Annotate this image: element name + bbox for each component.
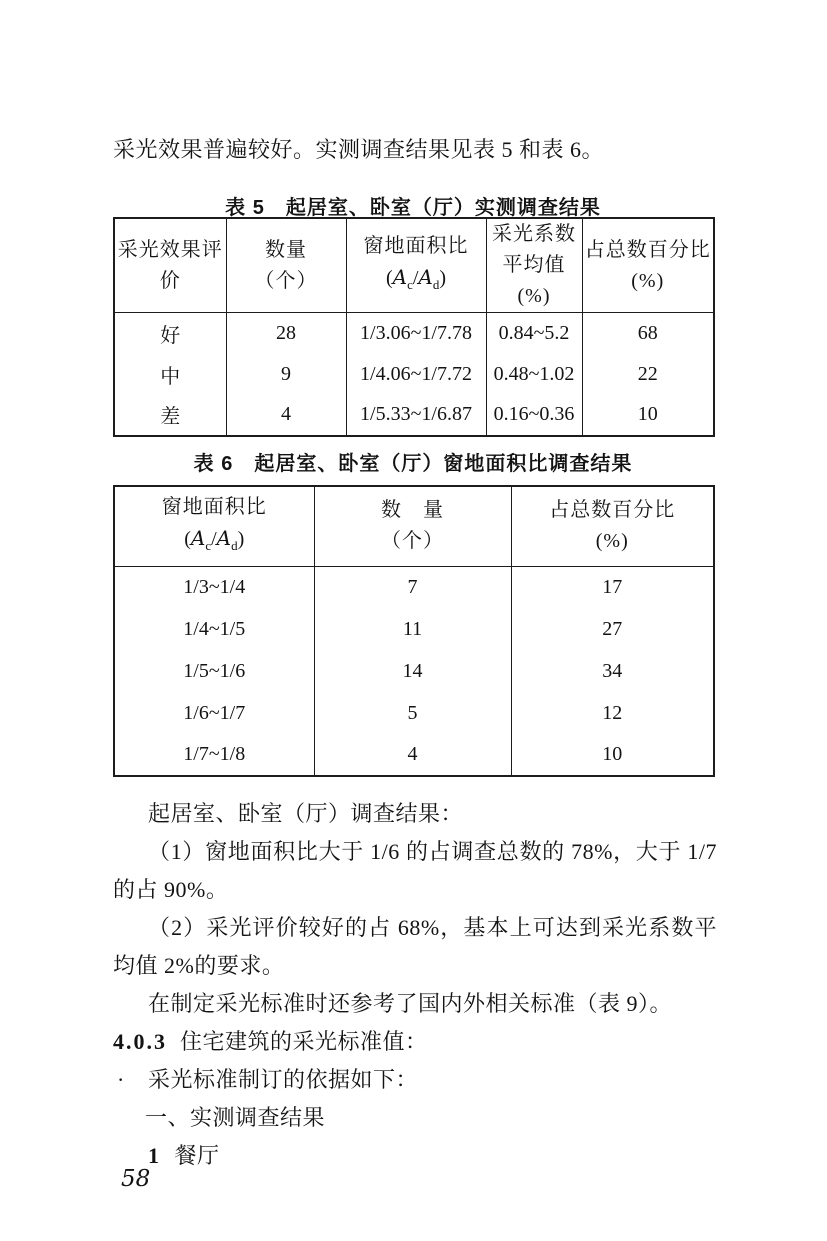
section-4-0-3-line <box>113 1023 717 1061</box>
table-cell: 10 <box>582 395 714 436</box>
table5-header-count: 数量 （个） <box>226 218 346 313</box>
table-cell: 1/4.06~1/7.72 <box>346 354 486 395</box>
section-title: 住宅建筑的采光标准值： <box>180 1029 428 1054</box>
finding-1-paragraph: （1）窗地面积比大于 1/6 的占调查总数的 78%，大于 1/7 的占 90%。 <box>113 839 717 902</box>
table-row <box>114 395 714 436</box>
table-cell: 1/3.06~1/7.78 <box>346 313 486 354</box>
table-cell: 4 <box>226 395 346 436</box>
table-row <box>114 566 714 608</box>
table6-header-percent: 占总数百分比 (%) <box>511 486 714 566</box>
bullet-text: 采光标准制订的依据如下： <box>148 1067 419 1092</box>
table-cell: 0.84~5.2 <box>486 313 582 354</box>
table-cell: 0.16~0.36 <box>486 395 582 436</box>
table6-title: 表 6 起居室、卧室（厅）窗地面积比调查结果 <box>193 453 633 475</box>
body-text <box>113 795 717 1175</box>
table5 <box>113 217 715 437</box>
table-cell: 28 <box>226 313 346 354</box>
table6 <box>113 485 715 777</box>
section-number: 4.0.3 <box>113 1029 167 1054</box>
table-cell: 1/3~1/4 <box>183 575 246 598</box>
table-cell: 14 <box>314 650 511 692</box>
table-cell: 12 <box>511 692 714 734</box>
table5-header-factor: 采光系数 平均值(%) <box>486 218 582 313</box>
bullet-line <box>113 1061 717 1099</box>
intro-paragraph: 采光效果普遍较好。实测调查结果见表 5 和表 6。 <box>113 137 605 162</box>
table-cell: 10 <box>511 734 714 776</box>
table-cell: 11 <box>314 608 511 650</box>
table-cell: 中 <box>160 365 181 388</box>
table-cell: 17 <box>511 566 714 608</box>
survey-results-heading: 起居室、卧室（厅）调查结果： <box>148 801 464 826</box>
sub-item-number: 1 <box>148 1143 160 1168</box>
table-cell: 5 <box>314 692 511 734</box>
table-row <box>114 692 714 734</box>
table-row <box>114 313 714 354</box>
table-cell: 好 <box>160 324 181 347</box>
table-cell: 1/6~1/7 <box>183 701 246 724</box>
list-item-one: 一、实测调查结果 <box>145 1105 326 1130</box>
table-cell: 68 <box>582 313 714 354</box>
table-cell: 差 <box>160 406 181 428</box>
table-cell: 7 <box>314 566 511 608</box>
table-row <box>114 650 714 692</box>
page-number: 58 <box>121 1166 151 1192</box>
table5-title: 表 5 起居室、卧室（厅）实测调查结果 <box>225 197 601 219</box>
table-cell: 1/5.33~1/6.87 <box>346 395 486 436</box>
table-cell: 0.48~1.02 <box>486 354 582 395</box>
table-row <box>114 734 714 776</box>
table-cell: 34 <box>511 650 714 692</box>
table5-header-row <box>114 218 714 313</box>
table-row <box>114 354 714 395</box>
table-cell: 22 <box>582 354 714 395</box>
table6-header-row <box>114 486 714 566</box>
table-row <box>114 608 714 650</box>
table5-header-eval: 采光效果评价 <box>114 218 226 313</box>
table-cell: 1/4~1/5 <box>183 617 246 640</box>
sub-item-line <box>113 1137 717 1175</box>
table-cell: 9 <box>226 354 346 395</box>
table-cell: 4 <box>314 734 511 776</box>
bullet-dot: · <box>117 1067 125 1092</box>
table-cell: 1/5~1/6 <box>183 659 246 682</box>
table6-header-ratio: 窗地面积比 $(A_c/A_d)$ <box>114 486 314 566</box>
sub-item-text: 餐厅 <box>174 1143 220 1168</box>
table-cell: 1/7~1/8 <box>183 743 246 765</box>
table-cell: 27 <box>511 608 714 650</box>
table6-header-count: 数 量 （个） <box>314 486 511 566</box>
table5-header-percent: 占总数百分比 (%) <box>582 218 714 313</box>
window-floor-ratio-formula: $(A_c/A_d)$ <box>385 265 447 292</box>
window-floor-ratio-formula: $(A_c/A_d)$ <box>184 525 245 553</box>
finding-2-paragraph: （2）采光评价较好的占 68%，基本上可达到采光系数平均值 2%的要求。 <box>113 915 717 978</box>
table5-header-ratio: 窗地面积比 $(A_c/A_d)$ <box>346 218 486 313</box>
reference-paragraph: 在制定采光标准时还参考了国内外相关标准（表 9）。 <box>148 991 673 1016</box>
